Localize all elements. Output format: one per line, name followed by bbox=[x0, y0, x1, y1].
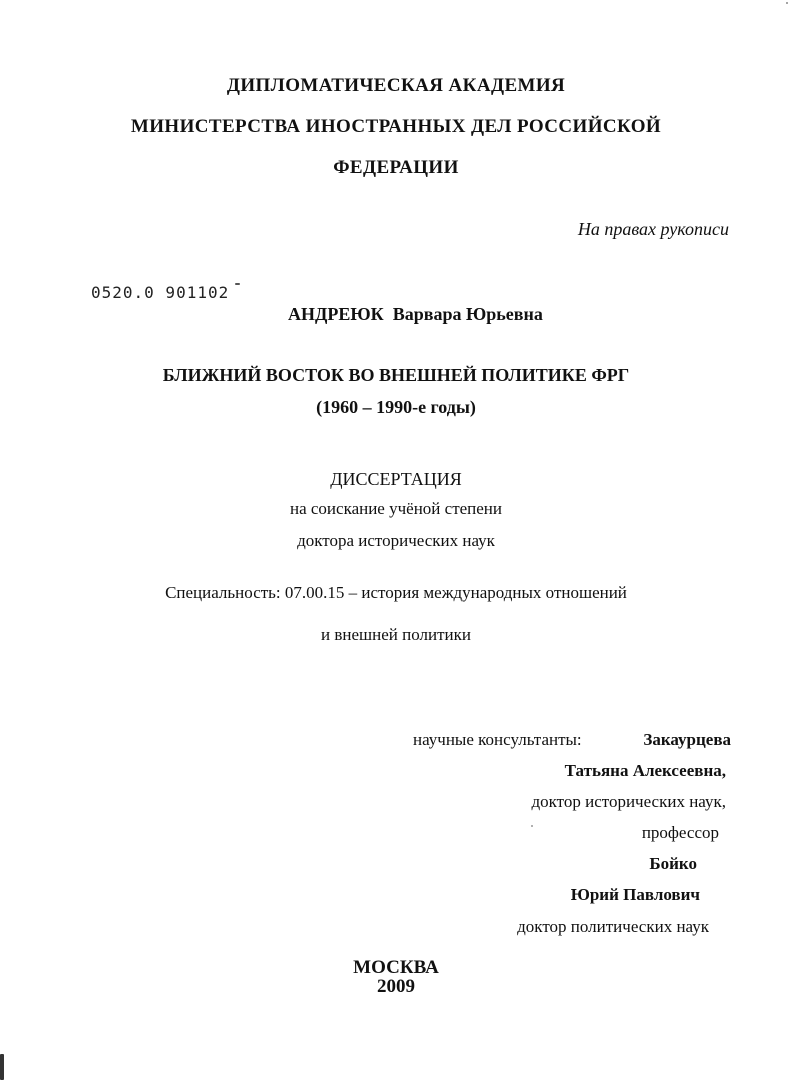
consultant-1-title: профессор bbox=[641, 823, 719, 842]
scan-edge-mark bbox=[0, 1054, 4, 1080]
city: МОСКВА bbox=[353, 957, 439, 978]
consultant-2-degree: доктор политических наук bbox=[517, 917, 709, 936]
work-type: ДИССЕРТАЦИЯ bbox=[330, 469, 462, 489]
specialty-line-2: и внешней политики bbox=[321, 625, 471, 644]
catalog-stamp: 0520.0 901102 bbox=[91, 283, 230, 302]
institution-line-3: ФЕДЕРАЦИИ bbox=[333, 157, 459, 178]
consultant-1-degree: доктор исторических наук, bbox=[531, 792, 726, 811]
stamp-mark bbox=[235, 283, 240, 285]
dissertation-title: БЛИЖНИЙ ВОСТОК ВО ВНЕШНЕЙ ПОЛИТИКЕ ФРГ bbox=[162, 365, 630, 385]
consultant-2-surname: Бойко bbox=[649, 854, 697, 873]
dissertation-period: (1960 – 1990-е годы) bbox=[316, 397, 476, 417]
page-speck bbox=[531, 825, 533, 827]
author-surname: АНДРЕЮК bbox=[288, 304, 384, 324]
work-degree: доктора исторических наук bbox=[297, 531, 495, 550]
author-given-names: Варвара Юрьевна bbox=[392, 304, 543, 324]
year: 2009 bbox=[377, 976, 415, 997]
consultants-label: научные консультанты: bbox=[413, 730, 582, 749]
manuscript-note: На правах рукописи bbox=[577, 219, 729, 239]
author-line bbox=[288, 305, 543, 323]
corner-speck bbox=[786, 2, 788, 4]
consultant-1-names: Татьяна Алексеевна, bbox=[564, 761, 726, 780]
consultant-2-names: Юрий Павлович bbox=[570, 885, 700, 904]
specialty-line-1: Специальность: 07.00.15 – история международных отношений bbox=[165, 583, 627, 602]
work-purpose: на соискание учёной степени bbox=[289, 499, 503, 518]
institution-line-2: МИНИСТЕРСТВА ИНОСТРАННЫХ ДЕЛ РОССИЙСКОЙ bbox=[130, 116, 662, 137]
institution-line-1: ДИПЛОМАТИЧЕСКАЯ АКАДЕМИЯ bbox=[226, 75, 566, 96]
consultant-1-surname: Закаурцева bbox=[643, 730, 731, 749]
